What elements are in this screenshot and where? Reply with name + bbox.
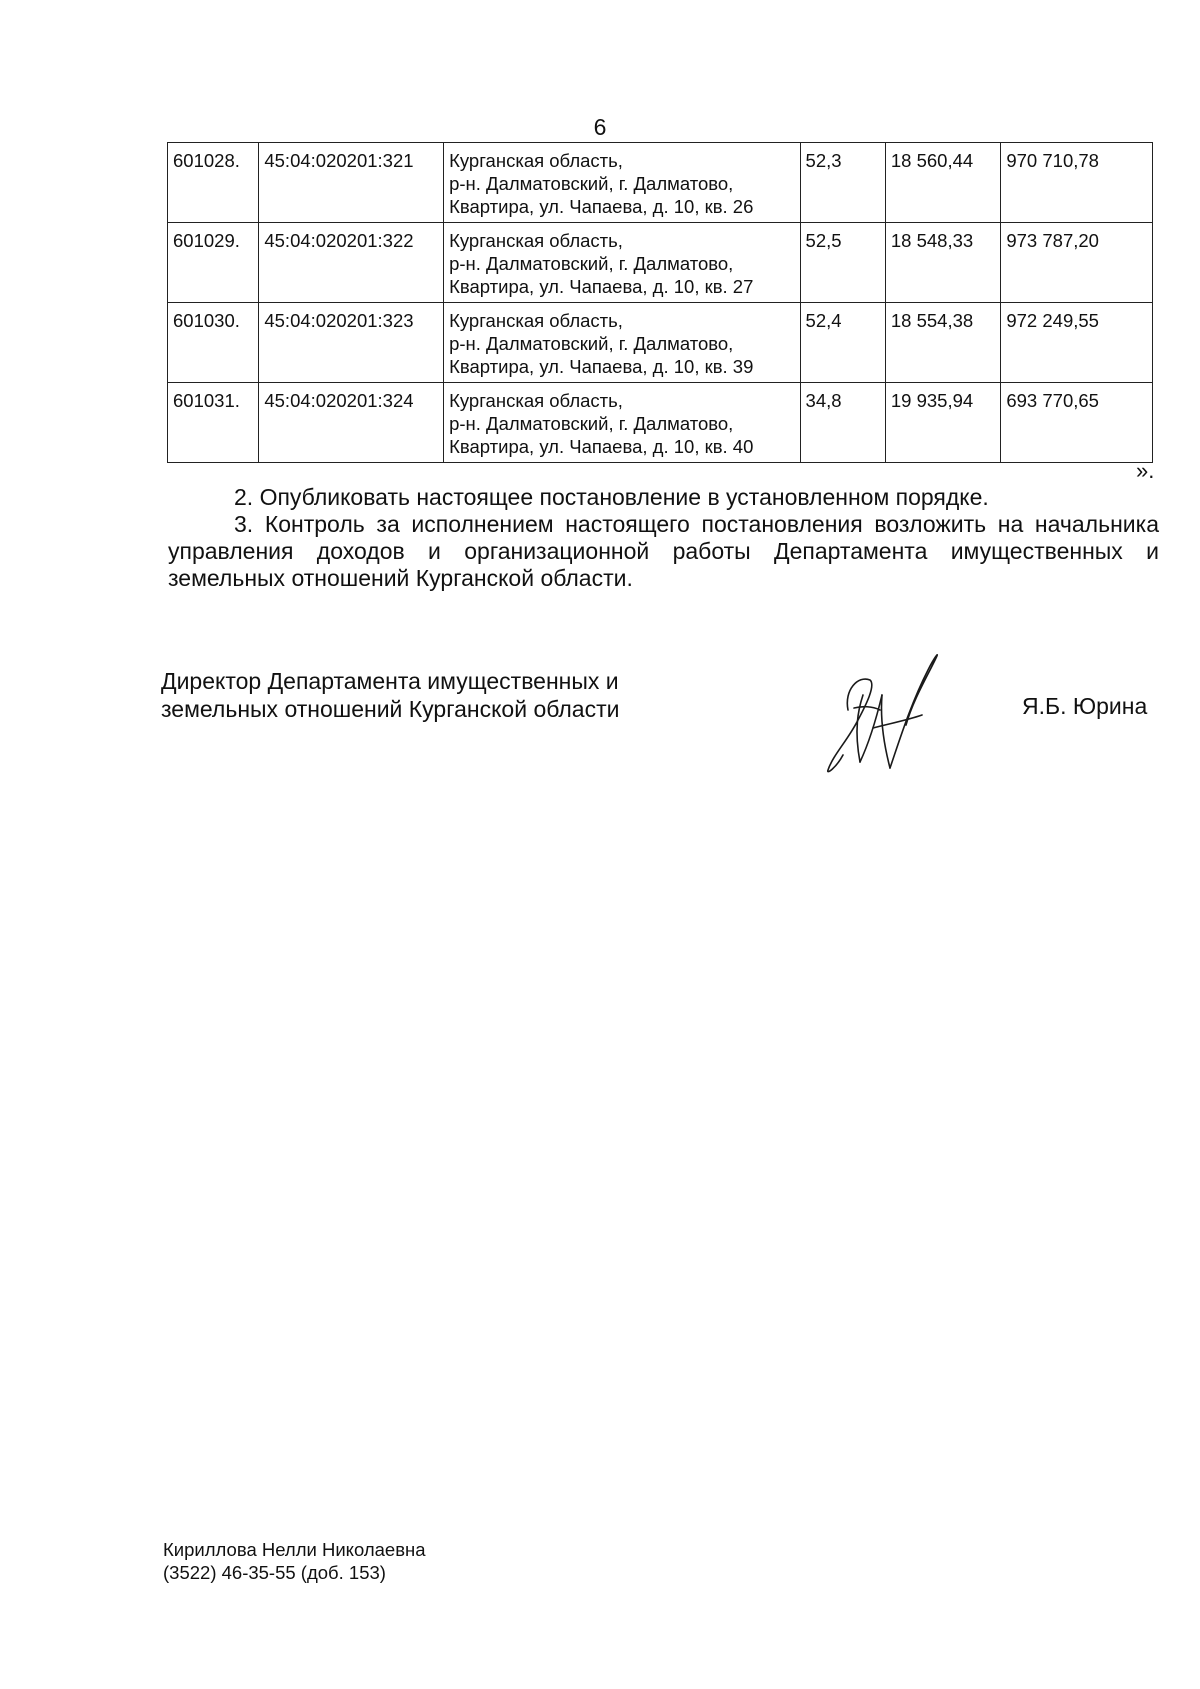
cell-address [444,383,800,463]
address-line: Квартира, ул. Чапаева, д. 10, кв. 39 [449,356,754,377]
cell-number: 601028. [168,143,259,223]
address-line: р-н. Далматовский, г. Далматово, [449,333,734,354]
address-line: р-н. Далматовский, г. Далматово, [449,173,734,194]
handwritten-signature [818,650,958,775]
address-line: Квартира, ул. Чапаева, д. 10, кв. 40 [449,436,754,457]
signer-title-line-1: Директор Департамента имущественных и [161,668,619,694]
property-table [167,142,1153,463]
table-row [168,223,1153,303]
address-line: р-н. Далматовский, г. Далматово, [449,413,734,434]
cell-price-per-unit: 19 935,94 [885,383,1000,463]
address-line: Курганская область, [449,230,623,251]
paragraph-2: 2. Опубликовать настоящее постановление в установленном порядке. [234,484,989,510]
executor-name: Кириллова Нелли Николаевна [163,1539,426,1560]
cell-price-per-unit: 18 554,38 [885,303,1000,383]
page-number: 6 [593,114,607,140]
property-table-body [168,143,1153,463]
address-line: Курганская область, [449,310,623,331]
signer-title [161,667,619,723]
cell-area: 34,8 [800,383,885,463]
executor-contact [163,1538,426,1584]
address-line: Квартира, ул. Чапаева, д. 10, кв. 26 [449,196,754,217]
cell-cadastral-number: 45:04:020201:323 [259,303,444,383]
cell-number: 601030. [168,303,259,383]
address-line: р-н. Далматовский, г. Далматово, [449,253,734,274]
cell-cadastral-number: 45:04:020201:321 [259,143,444,223]
cell-area: 52,3 [800,143,885,223]
cell-number: 601031. [168,383,259,463]
address-line: Курганская область, [449,150,623,171]
cell-cadastral-number: 45:04:020201:322 [259,223,444,303]
table-row [168,303,1153,383]
cell-total-value: 972 249,55 [1001,303,1153,383]
cell-total-value: 973 787,20 [1001,223,1153,303]
address-line: Квартира, ул. Чапаева, д. 10, кв. 27 [449,276,754,297]
cell-total-value: 693 770,65 [1001,383,1153,463]
quote-end: ». [1136,458,1155,483]
signer-title-line-2: земельных отношений Курганской области [161,696,620,722]
cell-area: 52,4 [800,303,885,383]
table-row [168,143,1153,223]
executor-phone: (3522) 46-35-55 (доб. 153) [163,1562,386,1583]
cell-price-per-unit: 18 560,44 [885,143,1000,223]
cell-cadastral-number: 45:04:020201:324 [259,383,444,463]
paragraph-3: 3. Контроль за исполнением настоящего постановления возложить на начальника управления доходов и организационной работы Департамента имущественных и земельных отношений Курганской области. [168,511,1159,591]
cell-address [444,303,800,383]
address-line: Курганская область, [449,390,623,411]
cell-address [444,143,800,223]
cell-area: 52,5 [800,223,885,303]
cell-address [444,223,800,303]
cell-price-per-unit: 18 548,33 [885,223,1000,303]
cell-number: 601029. [168,223,259,303]
table-row [168,383,1153,463]
signer-name: Я.Б. Юрина [1022,693,1148,719]
cell-total-value: 970 710,78 [1001,143,1153,223]
